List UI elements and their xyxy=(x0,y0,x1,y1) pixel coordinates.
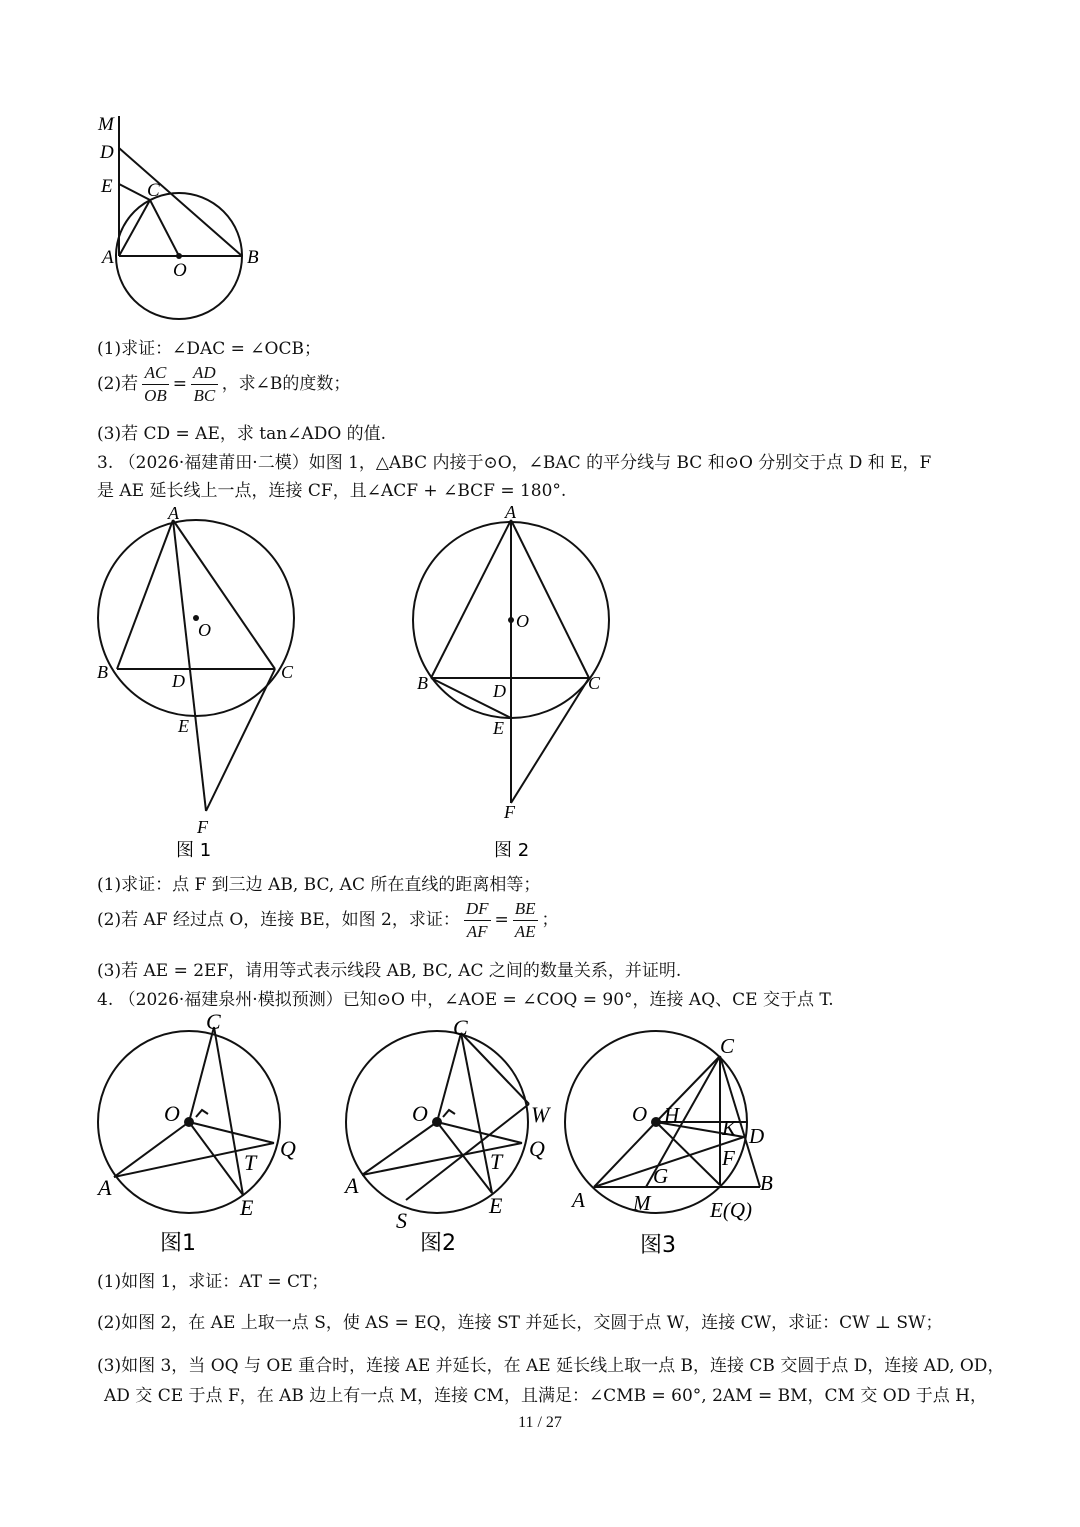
svg-text:H: H xyxy=(664,1103,680,1127)
label-A: A xyxy=(102,247,114,268)
svg-text:T: T xyxy=(244,1150,257,1175)
svg-text:T: T xyxy=(490,1149,503,1174)
figure-circle-tangent xyxy=(90,108,280,338)
fraction-ac-ob: $\frac{AC}{OB}$ xyxy=(144,363,167,405)
svg-text:C: C xyxy=(588,673,601,693)
q2-part3: (3)若 CD = AE，求 tan∠ADO 的值. xyxy=(97,424,387,444)
q3-figure-1 xyxy=(90,505,310,865)
label-D: D xyxy=(100,142,114,163)
caption-q4-fig2: 图2 xyxy=(420,1231,456,1256)
svg-text:E: E xyxy=(493,718,504,738)
q4-part3-line1: (3)如图 3，当 OQ 与 OE 重合时，连接 AE 并延长，在 AE 延长线上取一点 B，连接 CB 交圆于点 D，连接 AD, OD， xyxy=(97,1356,1005,1376)
svg-text:A: A xyxy=(345,1173,359,1198)
svg-text:D: D xyxy=(749,1124,765,1148)
label-B: B xyxy=(247,247,259,268)
svg-text:A: A xyxy=(98,1175,112,1200)
svg-text:O: O xyxy=(516,611,529,631)
svg-text:O: O xyxy=(164,1101,180,1126)
q3-part3: (3)若 AE = 2EF，请用等式表示线段 AB, BC, AC 之间的数量关系，并证明. xyxy=(97,961,682,981)
svg-text:Q: Q xyxy=(529,1136,545,1161)
svg-text:A: A xyxy=(168,505,179,523)
q4-stem: 4. （2026·福建泉州·模拟预测）已知⊙O 中，∠AOE = ∠COQ = 90°，连接 AQ、CE 交于点 T. xyxy=(97,990,834,1010)
svg-text:O: O xyxy=(198,620,211,640)
q4-figure-3 xyxy=(560,1025,790,1265)
q4-figure-1 xyxy=(90,1005,315,1260)
q4-part2: (2)如图 2，在 AE 上取一点 S，使 AS = EQ，连接 ST 并延长，交圆于点 W，连接 CW，求证：CW ⊥ SW； xyxy=(97,1313,943,1333)
svg-text:W: W xyxy=(531,1102,550,1127)
q3-stem-line2: 是 AE 延长线上一点，连接 CF，且∠ACF + ∠BCF = 180°. xyxy=(97,481,567,501)
svg-text:F: F xyxy=(197,817,208,837)
caption-q4-fig3: 图3 xyxy=(640,1233,676,1258)
q3-figure-2 xyxy=(400,500,630,865)
svg-text:F: F xyxy=(504,802,515,822)
svg-text:O: O xyxy=(632,1102,648,1126)
q4-part1: (1)如图 1，求证：AT = CT； xyxy=(97,1272,329,1292)
svg-text:C: C xyxy=(206,1009,221,1034)
svg-text:M: M xyxy=(633,1191,651,1215)
fraction-ad-bc: $\frac{AD}{BC}$ xyxy=(193,363,216,405)
caption-fig1: 图 1 xyxy=(176,840,212,861)
svg-text:S: S xyxy=(396,1208,407,1233)
svg-text:D: D xyxy=(172,671,185,691)
label-C: C xyxy=(147,180,160,201)
label-O: O xyxy=(173,260,187,281)
fraction-be-ae: $\frac{BE}{AE}$ xyxy=(514,899,536,941)
svg-text:B: B xyxy=(760,1171,773,1195)
q3-stem-line1: 3. （2026·福建莆田·二模）如图 1，△ABC 内接于⊙O，∠BAC 的平分线与 BC 和⊙O 分别交于点 D 和 E，F xyxy=(97,453,932,473)
svg-text:O: O xyxy=(412,1101,428,1126)
svg-text:B: B xyxy=(97,662,108,682)
svg-text:K: K xyxy=(722,1116,737,1140)
svg-text:F: F xyxy=(722,1146,735,1170)
q2-part2: (2)若 $\frac{AC}{OB}$ = $\frac{AD}{BC}$ ，求∠B的度数； xyxy=(97,363,351,405)
svg-text:G: G xyxy=(653,1164,669,1188)
svg-text:E: E xyxy=(489,1193,503,1218)
q3-part1: (1)求证：点 F 到三边 AB, BC, AC 所在直线的距离相等； xyxy=(97,875,541,895)
q3-part2: (2)若 AF 经过点 O，连接 BE，如图 2，求证： $\frac{DF}{AF}$ = $\frac{BE}{AE}$ ； xyxy=(97,899,559,941)
svg-text:C: C xyxy=(453,1015,468,1040)
svg-text:D: D xyxy=(493,681,506,701)
q4-figure-2 xyxy=(335,1015,560,1265)
svg-text:E: E xyxy=(178,716,189,736)
svg-text:Q: Q xyxy=(280,1136,296,1161)
caption-fig2: 图 2 xyxy=(494,840,530,861)
svg-text:C: C xyxy=(281,662,294,682)
svg-text:A: A xyxy=(505,502,516,522)
label-M: M xyxy=(98,114,114,135)
svg-text:B: B xyxy=(417,673,428,693)
svg-text:E(Q): E(Q) xyxy=(710,1198,752,1222)
fraction-df-af: $\frac{DF}{AF}$ xyxy=(465,899,489,941)
page-number: 11 / 27 xyxy=(518,1414,562,1431)
label-E: E xyxy=(101,176,113,197)
caption-q4-fig1: 图1 xyxy=(160,1231,196,1256)
svg-text:C: C xyxy=(720,1034,735,1058)
svg-text:A: A xyxy=(572,1188,585,1212)
q2-part1: (1)求证：∠DAC = ∠OCB； xyxy=(97,339,321,359)
q4-part3-line2: AD 交 CE 于点 F，在 AB 边上有一点 M，连接 CM，且满足：∠CMB = 60°, 2AM = BM，CM 交 OD 于点 H， xyxy=(104,1386,987,1406)
svg-text:E: E xyxy=(240,1195,254,1220)
